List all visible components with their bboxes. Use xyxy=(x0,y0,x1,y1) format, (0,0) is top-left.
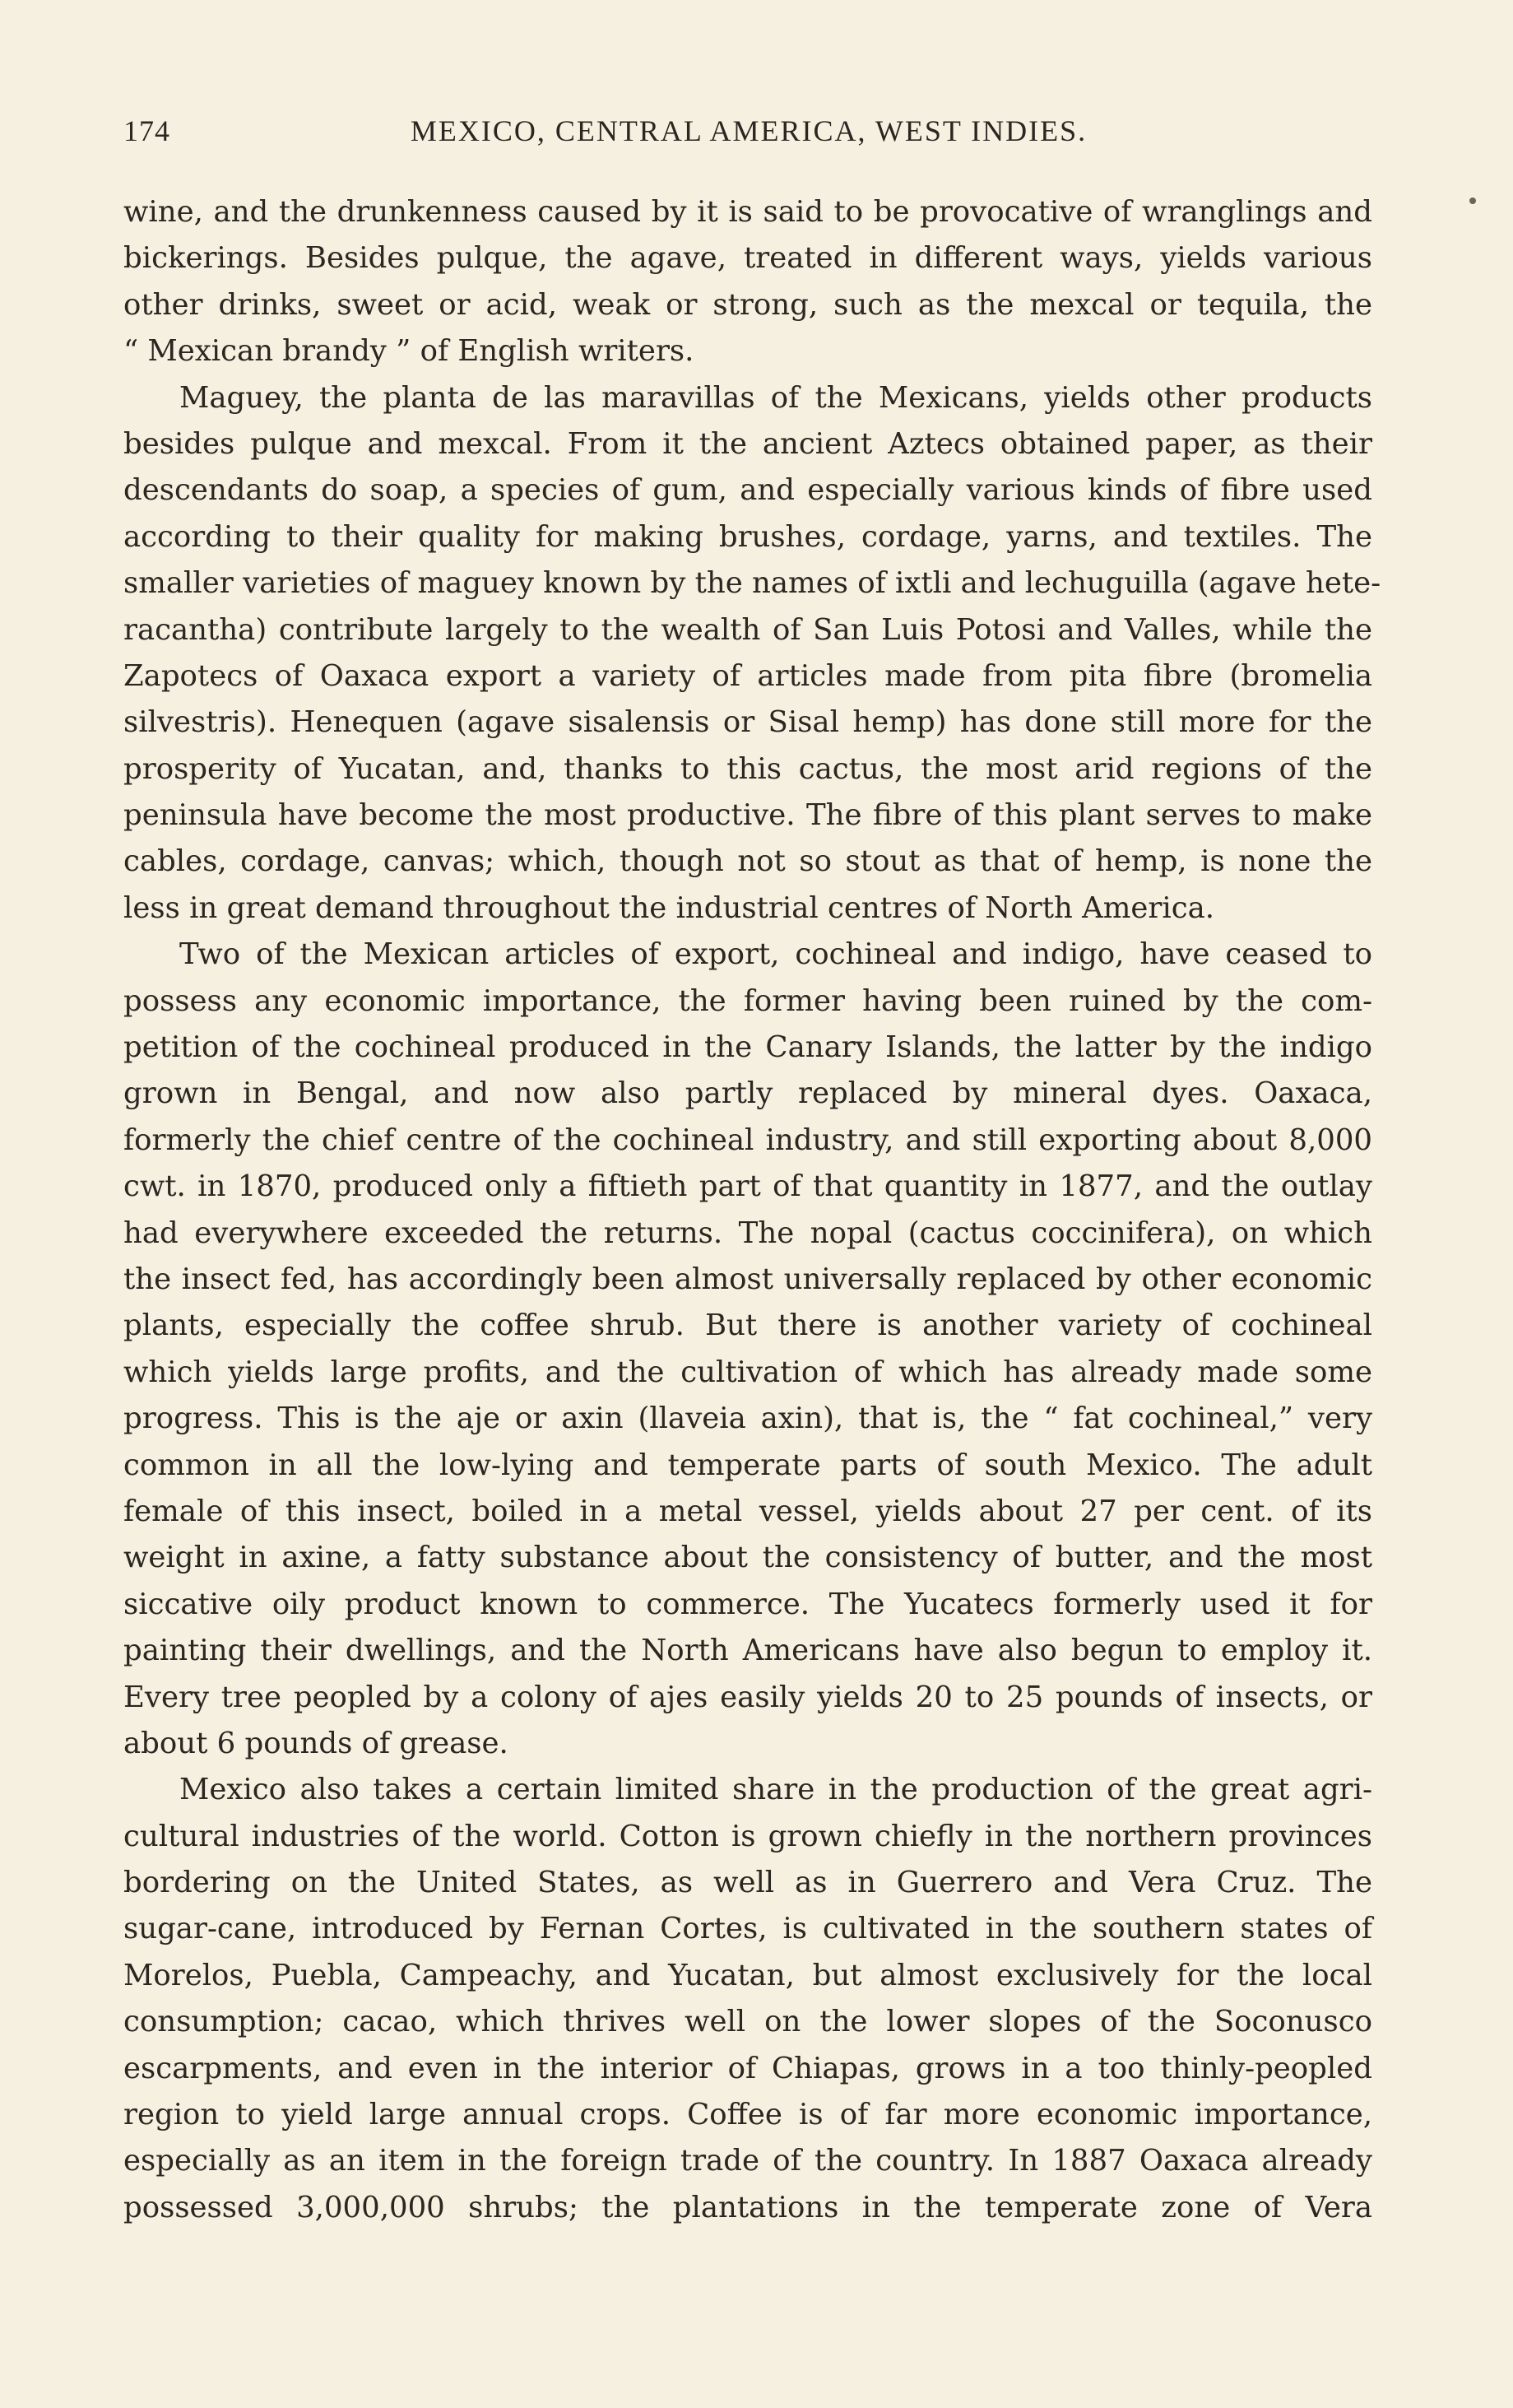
text-line: region to yield large annual crops. Coffee is of far more economic importance, xyxy=(123,2098,1372,2132)
text-line: besides pulque and mexcal. From it the ancient Aztecs obtained paper, as their xyxy=(123,426,1372,461)
running-head xyxy=(123,114,1374,155)
text-line: sugar-cane, introduced by Fernan Cortes, is cultivated in the southern states of xyxy=(123,1912,1372,1946)
text-line: Morelos, Puebla, Campeachy, and Yucatan, but almost exclusively for the local xyxy=(123,1958,1372,1992)
text-line: about 6 pounds of grease. xyxy=(123,1726,508,1760)
text-line: Every tree peopled by a colony of ajes easily yields 20 to 25 pounds of insects, or xyxy=(123,1680,1372,1714)
text-line: bickerings. Besides pulque, the agave, treated in different ways, yields various xyxy=(123,241,1372,276)
running-title: MEXICO, CENTRAL AMERICA, WEST INDIES. xyxy=(410,114,1088,147)
text-line: Mexico also takes a certain limited share in the production of the great agri- xyxy=(179,1773,1372,1807)
text-line: grown in Bengal, and now also partly replaced by mineral dyes. Oaxaca, xyxy=(123,1076,1372,1111)
text-line: escarpments, and even in the interior of Chiapas, grows in a too thinly-peopled xyxy=(123,2051,1372,2085)
text-line: peninsula have become the most productive. The fibre of this plant serves to make xyxy=(123,798,1372,833)
page-number: 174 xyxy=(123,114,170,147)
text-line: bordering on the United States, as well as in Guerrero and Vera Cruz. The xyxy=(123,1866,1372,1900)
text-line: had everywhere exceeded the returns. The nopal (cactus coccinifera), on which xyxy=(123,1216,1372,1250)
text-line: progress. This is the aje or axin (llaveia axin), that is, the “ fat cochineal,” very xyxy=(123,1402,1372,1436)
text-line: cwt. in 1870, produced only a fiftieth part of that quantity in 1877, and the outlay xyxy=(123,1169,1372,1204)
text-line: consumption; cacao, which thrives well on the lower slopes of the Soconusco xyxy=(123,2005,1372,2039)
text-line: female of this insect, boiled in a metal vessel, yields about 27 per cent. of its xyxy=(123,1494,1372,1528)
text-line: descendants do soap, a species of gum, and especially various kinds of fibre used xyxy=(123,473,1372,508)
text-line: possess any economic importance, the former having been ruined by the com- xyxy=(123,983,1372,1018)
margin-dot-mark xyxy=(1469,198,1476,204)
text-line: other drinks, sweet or acid, weak or strong, such as the mexcal or tequila, the xyxy=(123,287,1372,322)
text-line: siccative oily product known to commerce. The Yucatecs formerly used it for xyxy=(123,1587,1372,1621)
text-line: weight in axine, a fatty substance about the consistency of butter, and the most xyxy=(123,1541,1372,1575)
text-line: which yields large profits, and the cultivation of which has already made some xyxy=(123,1355,1372,1389)
text-line: wine, and the drunkenness caused by it is said to be provocative of wranglings and xyxy=(123,195,1372,229)
text-line: cables, cordage, canvas; which, though not so stout as that of hemp, is none the xyxy=(123,844,1372,879)
text-line: prosperity of Yucatan, and, thanks to this cactus, the most arid regions of the xyxy=(123,751,1372,786)
text-line: especially as an item in the foreign trade of the country. In 1887 Oaxaca already xyxy=(123,2144,1372,2178)
text-line: silvestris). Henequen (agave sisalensis or Sisal hemp) has done still more for the xyxy=(123,705,1372,740)
text-line: racantha) contribute largely to the wealth of San Luis Potosi and Valles, while the xyxy=(123,612,1372,647)
body-text xyxy=(123,189,1381,2231)
text-line: plants, especially the coffee shrub. But there is another variety of cochineal xyxy=(123,1309,1372,1343)
text-line: Two of the Mexican articles of export, cochineal and indigo, have ceased to xyxy=(179,937,1372,972)
text-line: the insect fed, has accordingly been almost universally replaced by other economic xyxy=(123,1262,1372,1296)
text-line: petition of the cochineal produced in the Canary Islands, the latter by the indigo xyxy=(123,1030,1372,1065)
text-line: according to their quality for making brushes, cordage, yarns, and textiles. The xyxy=(123,519,1372,554)
text-line: “ Mexican brandy ” of English writers. xyxy=(123,334,694,369)
text-line: Zapotecs of Oaxaca export a variety of articles made from pita fibre (bromelia xyxy=(123,658,1372,693)
text-line: painting their dwellings, and the North Americans have also begun to employ it. xyxy=(123,1634,1372,1668)
text-line: formerly the chief centre of the cochineal industry, and still exporting about 8,000 xyxy=(123,1123,1372,1157)
text-line: smaller varieties of maguey known by the names of ixtli and lechuguilla (agave hete- xyxy=(123,566,1381,601)
text-line: possessed 3,000,000 shrubs; the plantations in the temperate zone of Vera xyxy=(123,2190,1372,2224)
text-line: Maguey, the planta de las maravillas of the Mexicans, yields other products xyxy=(179,380,1372,415)
text-line: cultural industries of the world. Cotton is grown chiefly in the northern provinces xyxy=(123,1819,1372,1853)
text-line: common in all the low-lying and temperate parts of south Mexico. The adult xyxy=(123,1448,1372,1482)
text-line: less in great demand throughout the industrial centres of North America. xyxy=(123,890,1215,925)
